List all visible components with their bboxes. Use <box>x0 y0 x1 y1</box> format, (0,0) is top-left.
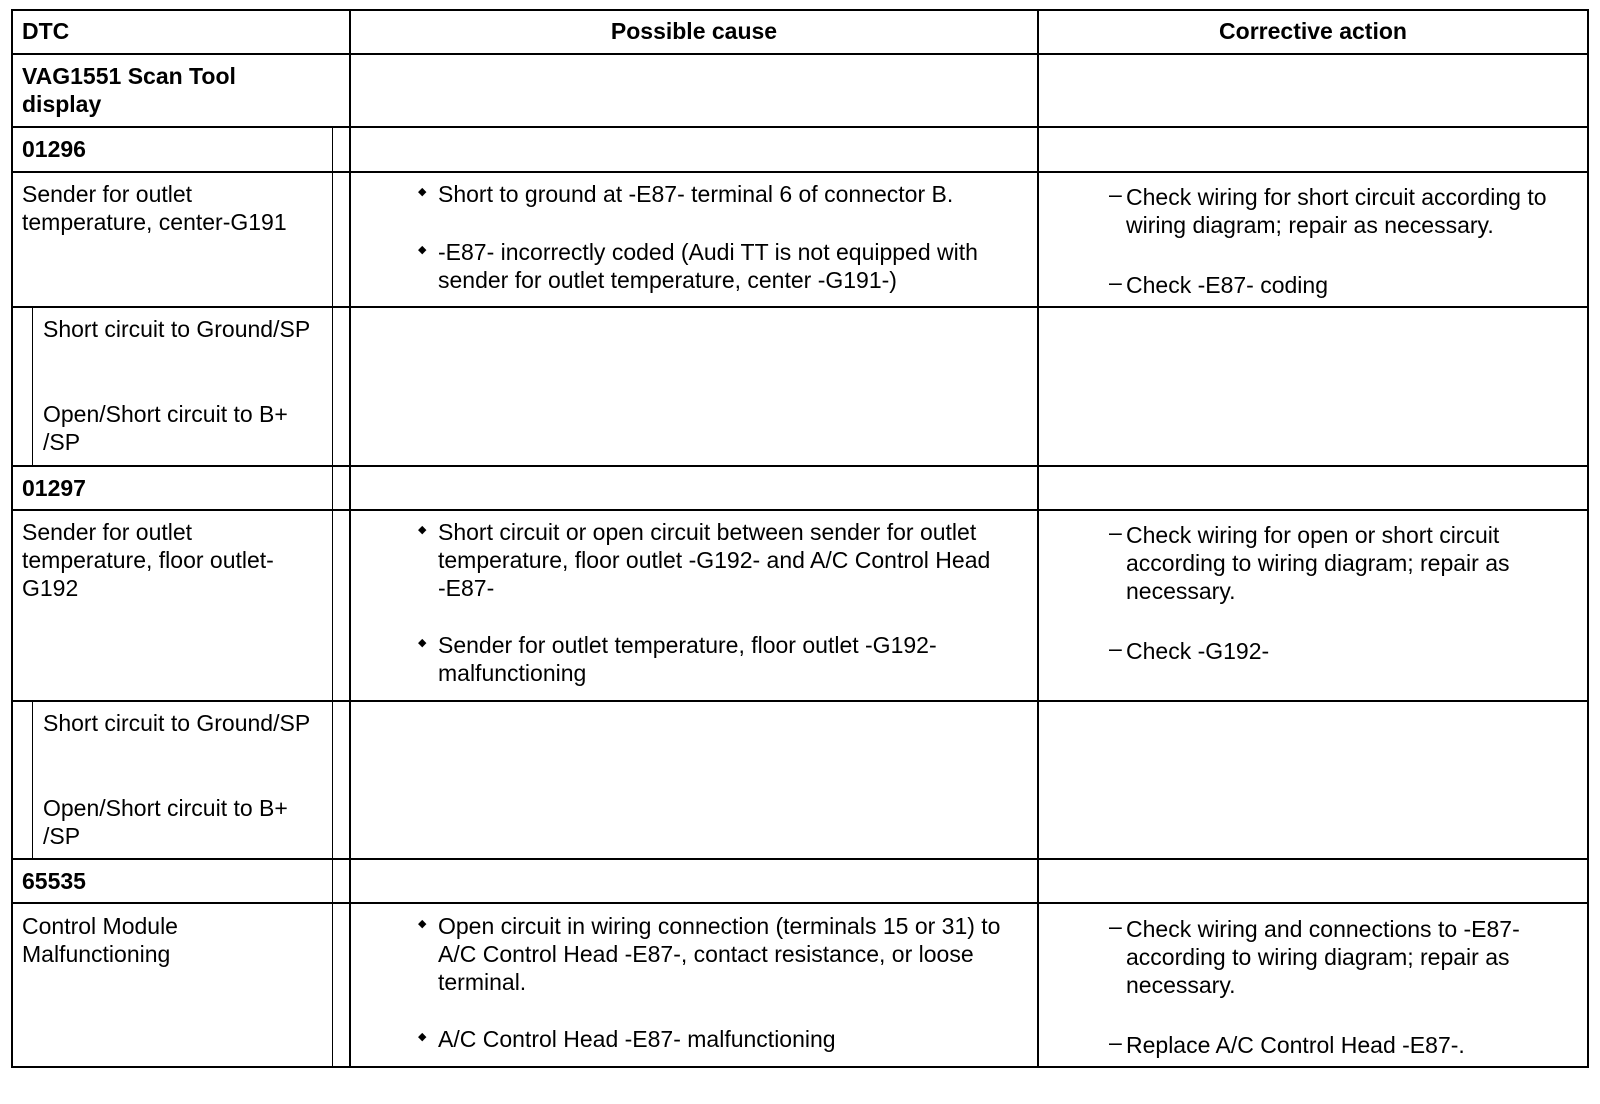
bullet-icon: ◆ <box>418 637 427 649</box>
table-rule <box>1037 9 1039 1068</box>
cause-item: Short to ground at -E87- terminal 6 of connector B. <box>438 181 954 207</box>
action-item: Check -G192- <box>1126 638 1270 664</box>
dash-icon: – <box>1109 269 1122 295</box>
table-rule <box>11 171 1589 173</box>
action-item: Check wiring and connections to -E87- according to wiring diagram; repair as necessary. <box>1126 916 1520 998</box>
table-rule <box>11 700 1589 702</box>
dtc-description: Sender for outlet temperature, center-G191 <box>22 181 287 235</box>
bullet-icon: ◆ <box>418 1031 427 1043</box>
table-rule <box>11 306 1589 308</box>
header-dtc: DTC <box>22 18 70 44</box>
table-rule <box>1587 9 1589 1068</box>
dtc-code: 01297 <box>22 475 86 501</box>
dash-icon: – <box>1109 519 1122 545</box>
header-corrective-action: Corrective action <box>1219 18 1407 44</box>
header-possible-cause: Possible cause <box>610 18 778 44</box>
dtc-description: Control Module Malfunctioning <box>22 913 178 967</box>
bullet-icon: ◆ <box>418 244 427 256</box>
scan-tool-label: VAG1551 Scan Tool display <box>22 63 236 117</box>
dtc-code: 01296 <box>22 136 86 162</box>
dtc-code: 65535 <box>22 868 86 894</box>
table-rule <box>349 9 351 1068</box>
action-item: Check wiring for short circuit according to wiring diagram; repair as necessary. <box>1126 184 1547 238</box>
sub-fault: Short circuit to Ground/SP <box>43 316 311 342</box>
action-item: Replace A/C Control Head -E87-. <box>1126 1032 1465 1058</box>
bullet-icon: ◆ <box>418 524 427 536</box>
table-rule <box>11 902 1589 904</box>
table-rule <box>11 465 1589 467</box>
table-rule <box>11 126 1589 128</box>
action-item: Check -E87- coding <box>1126 272 1328 298</box>
bullet-icon: ◆ <box>418 918 427 930</box>
sub-fault: Open/Short circuit to B+ /SP <box>43 401 288 455</box>
table-rule <box>11 9 1589 11</box>
table-rule <box>11 858 1589 860</box>
bullet-icon: ◆ <box>418 186 427 198</box>
action-item: Check wiring for open or short circuit according to wiring diagram; repair as necessary. <box>1126 522 1510 604</box>
cause-item: -E87- incorrectly coded (Audi TT is not equipped with sender for outlet temperature, center -G191-) <box>438 239 978 293</box>
table-rule <box>11 509 1589 511</box>
table-rule <box>11 1066 1589 1068</box>
table-rule <box>332 126 333 1068</box>
dash-icon: – <box>1109 913 1122 939</box>
dash-icon: – <box>1109 635 1122 661</box>
dtc-table <box>11 9 1600 1104</box>
cause-item: Open circuit in wiring connection (terminals 15 or 31) to A/C Control Head -E87-, contact resistance, or loose terminal. <box>438 913 1001 995</box>
table-rule <box>11 53 1589 55</box>
sub-fault: Open/Short circuit to B+ /SP <box>43 795 288 849</box>
cause-item: A/C Control Head -E87- malfunctioning <box>438 1026 836 1052</box>
dtc-description: Sender for outlet temperature, floor outlet-G192 <box>22 519 274 601</box>
table-rule <box>32 700 33 858</box>
cause-item: Short circuit or open circuit between sender for outlet temperature, floor outlet -G192- and A/C Control Head -E87- <box>438 519 991 601</box>
dash-icon: – <box>1109 1029 1122 1055</box>
sub-fault: Short circuit to Ground/SP <box>43 710 311 736</box>
table-rule <box>32 306 33 465</box>
cause-item: Sender for outlet temperature, floor outlet -G192- malfunctioning <box>438 632 937 686</box>
dash-icon: – <box>1109 181 1122 207</box>
table-rule <box>11 9 13 1068</box>
